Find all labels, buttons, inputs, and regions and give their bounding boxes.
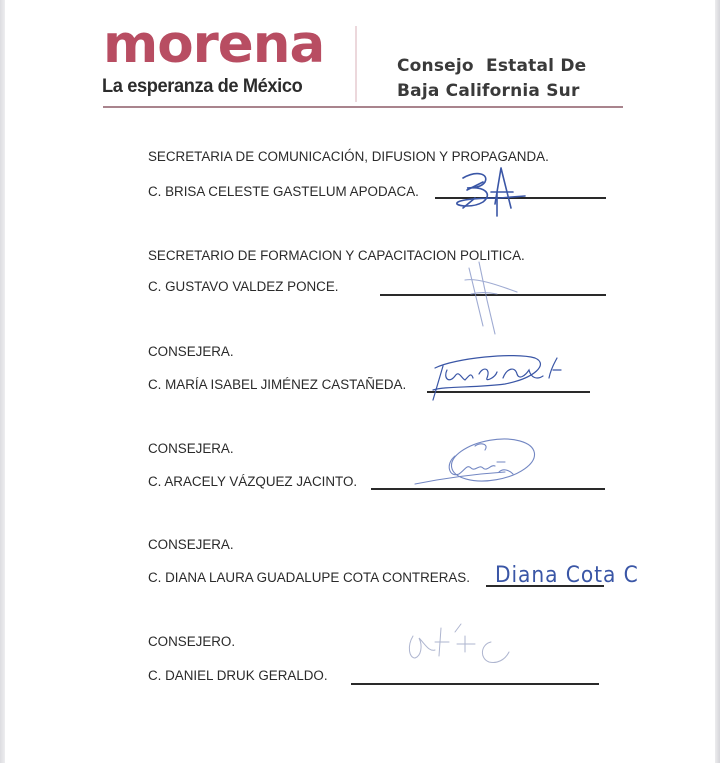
entry-position-title: CONSEJERA. bbox=[148, 537, 234, 552]
council-name-line-2: Baja California Sur bbox=[397, 81, 580, 101]
brand-tagline: La esperanza de México bbox=[102, 76, 303, 97]
entry-position-title: SECRETARIO DE FORMACION Y CAPACITACION POLITICA. bbox=[148, 248, 525, 263]
page-edge-right bbox=[715, 0, 720, 763]
signature-mark bbox=[405, 622, 525, 672]
entry-person-name: C. DANIEL DRUK GERALDO. bbox=[148, 668, 328, 683]
signature-line bbox=[351, 683, 599, 685]
entry-person-name: C. DIANA LAURA GUADALUPE COTA CONTRERAS. bbox=[148, 570, 470, 585]
signature-mark bbox=[415, 434, 540, 494]
signature-handwritten-name: Diana Cota C bbox=[495, 563, 639, 588]
council-name bbox=[397, 54, 586, 104]
entry-position-title: CONSEJERA. bbox=[148, 344, 234, 359]
entry-person-name: C. BRISA CELESTE GASTELUM APODACA. bbox=[148, 184, 419, 199]
brand-logo-text: morena bbox=[103, 14, 325, 75]
council-name-line-1: Consejo Estatal De bbox=[397, 56, 587, 76]
signature-mark bbox=[455, 168, 555, 218]
entry-person-name: C. ARACELY VÁZQUEZ JACINTO. bbox=[148, 474, 358, 489]
entry-person-name: C. MARÍA ISABEL JIMÉNEZ CASTAÑEDA. bbox=[148, 377, 407, 392]
entry-position-title: SECRETARIA DE COMUNICACIÓN, DIFUSION Y PROPAGANDA. bbox=[148, 149, 549, 164]
signature-mark bbox=[465, 260, 535, 340]
header-rule bbox=[103, 106, 623, 108]
entry-person-name: C. GUSTAVO VALDEZ PONCE. bbox=[148, 279, 339, 294]
entry-position-title: CONSEJERO. bbox=[148, 634, 236, 649]
entry-position-title: CONSEJERA. bbox=[148, 441, 234, 456]
signature-mark bbox=[425, 348, 575, 408]
header-vertical-divider bbox=[355, 26, 357, 102]
